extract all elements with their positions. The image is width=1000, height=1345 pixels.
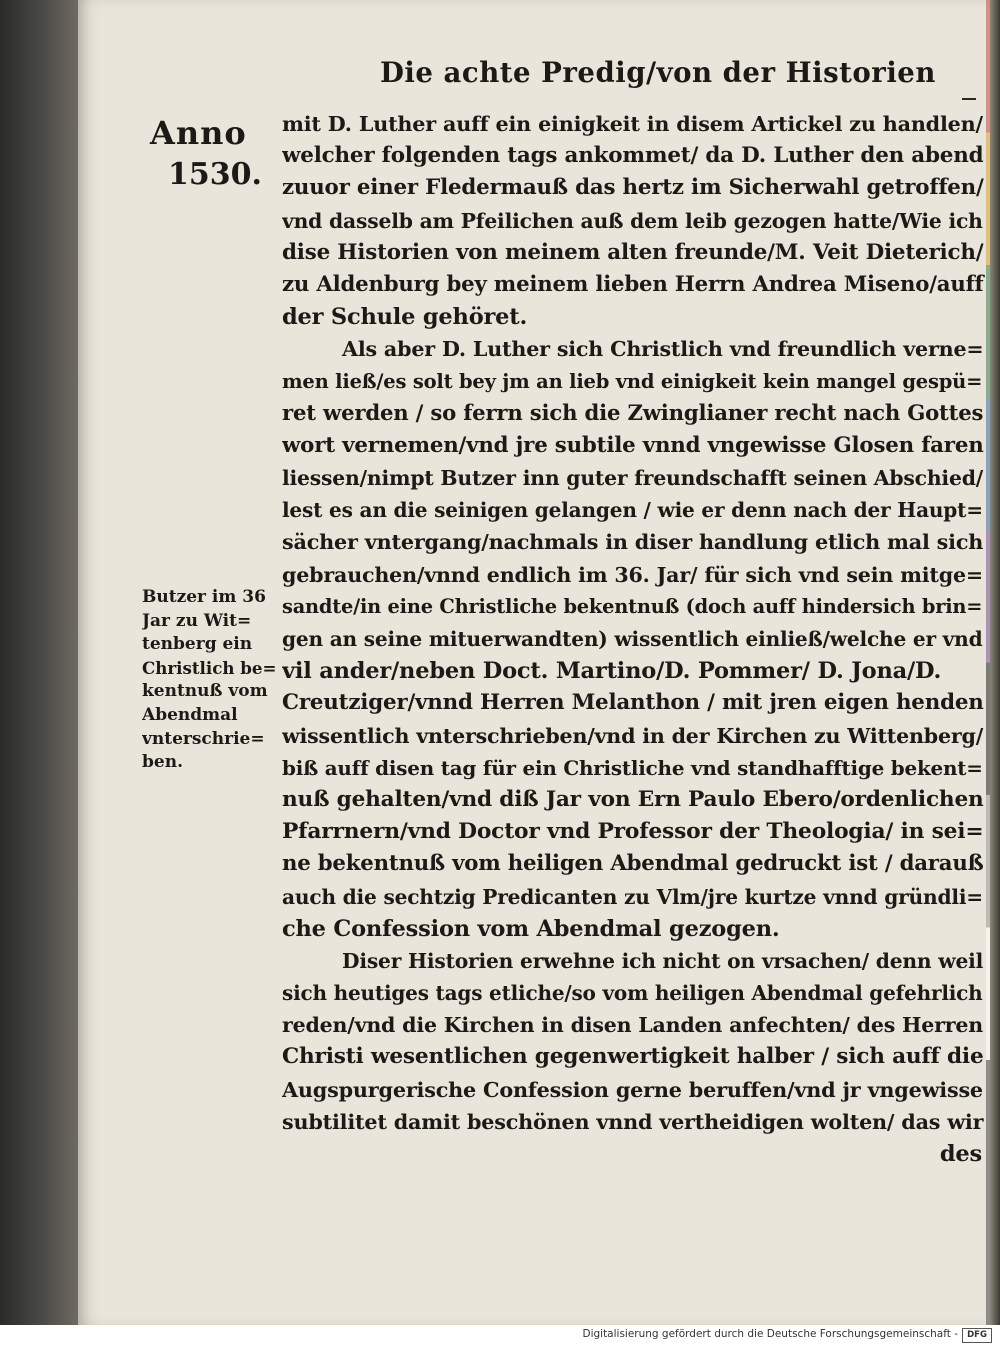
footer-attribution: Digitalisierung gefördert durch die Deutsche Forschungsgemeinschaft - (582, 1328, 958, 1340)
margin-note-line: Christlich be= (142, 657, 277, 678)
scan-right-edge (990, 0, 1000, 1325)
margin-note-line: Jar zu Wit= (142, 610, 252, 631)
text-line: wort vernemen/vnd jre subtile vnnd vngewisse Glosen faren (282, 432, 984, 458)
margin-note-line: ben. (142, 752, 183, 773)
margin-note-line: tenberg ein (142, 634, 253, 655)
margin-note-line: vnterschrie= (142, 728, 265, 749)
running-head: Die achte Predig/von der Historien (380, 56, 936, 89)
margin-note-line: Abendmal (142, 704, 238, 725)
text-line: Christi wesentlichen gegenwertigkeit halber / sich auff die (282, 1044, 984, 1070)
text-line: zu Aldenburg bey meinem lieben Herrn Andrea Miseno/auff (282, 271, 984, 297)
margin-note (142, 586, 278, 775)
text-line: Creutziger/vnnd Herren Melanthon / mit jren eigen henden (282, 690, 984, 716)
text-line: subtilitet damit beschönen vnnd vertheidigen wolten/ das wir (282, 1109, 984, 1134)
text-line: nuß gehalten/vnd diß Jar von Ern Paulo Ebero/ordenlichen (282, 786, 984, 812)
head-rule-mark (962, 98, 976, 100)
text-line: ne bekentnuß vom heiligen Abendmal gedruckt ist / darauß (282, 851, 984, 877)
text-line: gen an seine mituerwandten) wissentlich einließ/welche er vnd (282, 627, 983, 651)
catchword: des (939, 1141, 982, 1167)
text-line: men ließ/es solt bey jm an lieb vnd einigkeit kein mangel gespü= (282, 369, 983, 393)
scan-left-edge (0, 0, 78, 1325)
text-line: sächer vntergang/nachmals in diser handlung etlich mal sich (282, 530, 984, 555)
text-line: welcher folgenden tags ankommet/ da D. Luther den abend (282, 143, 984, 169)
margin-note-line: Butzer im 36 (142, 587, 266, 607)
footer-bar (0, 1325, 1000, 1345)
margin-year-word: Anno (150, 114, 247, 152)
text-line: zuuor einer Fledermauß das hertz im Sicherwahl getroffen/ (282, 175, 984, 201)
text-line: biß auff disen tag für ein Christliche vnd standhafftige bekent= (282, 755, 983, 780)
text-line: der Schule gehöret. (282, 304, 528, 331)
margin-note-line: kentnuß vom (142, 681, 268, 702)
text-line: reden/vnd die Kirchen in disen Landen anfechten/ des Herren (282, 1013, 983, 1038)
text-line: Diser Historien erwehne ich nicht on vrsachen/ denn weil (342, 948, 984, 973)
text-line: lest es an die seinigen gelangen / wie er denn nach der Haupt= (282, 498, 983, 523)
text-line: wissentlich vnterschrieben/vnd in der Kirchen zu Wittenberg/ (282, 723, 984, 748)
body-text (282, 108, 988, 1170)
text-line: liessen/nimpt Butzer inn guter freundschafft seinen Abschied/ (282, 466, 983, 491)
text-line: mit D. Luther auff ein einigkeit in disem Artickel zu handlen/ (282, 112, 983, 136)
text-line: sich heutiges tags etliche/so vom heiligen Abendmal gefehrlich (282, 981, 983, 1006)
margin-year (150, 112, 260, 196)
dfg-logo: DFG (962, 1328, 992, 1343)
text-line: Pfarrnern/vnd Doctor vnd Professor der Theologia/ in sei= (282, 819, 984, 845)
text-line: ret werden / so ferrn sich die Zwinglianer recht nach Gottes (282, 400, 984, 426)
text-line: auch die sechtzig Predicanten zu Vlm/jre kurtze vnnd gründli= (282, 884, 983, 909)
text-line: gebrauchen/vnnd endlich im 36. Jar/ für sich vnd sein mitge= (282, 562, 983, 587)
text-line: sandte/in eine Christliche bekentnuß (doch auff hindersich brin= (282, 594, 983, 618)
text-line: che Confession vom Abendmal gezogen. (282, 915, 780, 942)
text-line: vnd dasselb am Pfeilichen auß dem leib gezogen hatte/Wie ich (282, 208, 983, 233)
text-line: Augspurgerische Confession gerne beruffen/vnd jr vngewisse (282, 1077, 983, 1102)
text-line: vil ander/neben Doct. Martino/D. Pommer/ D. Jona/D. (282, 658, 942, 685)
text-line: Als aber D. Luther sich Christlich vnd freundlich verne= (342, 337, 984, 362)
text-line: dise Historien von meinem alten freunde/M. Veit Dieterich/ (282, 239, 984, 265)
margin-year-number: 1530. (168, 157, 262, 192)
